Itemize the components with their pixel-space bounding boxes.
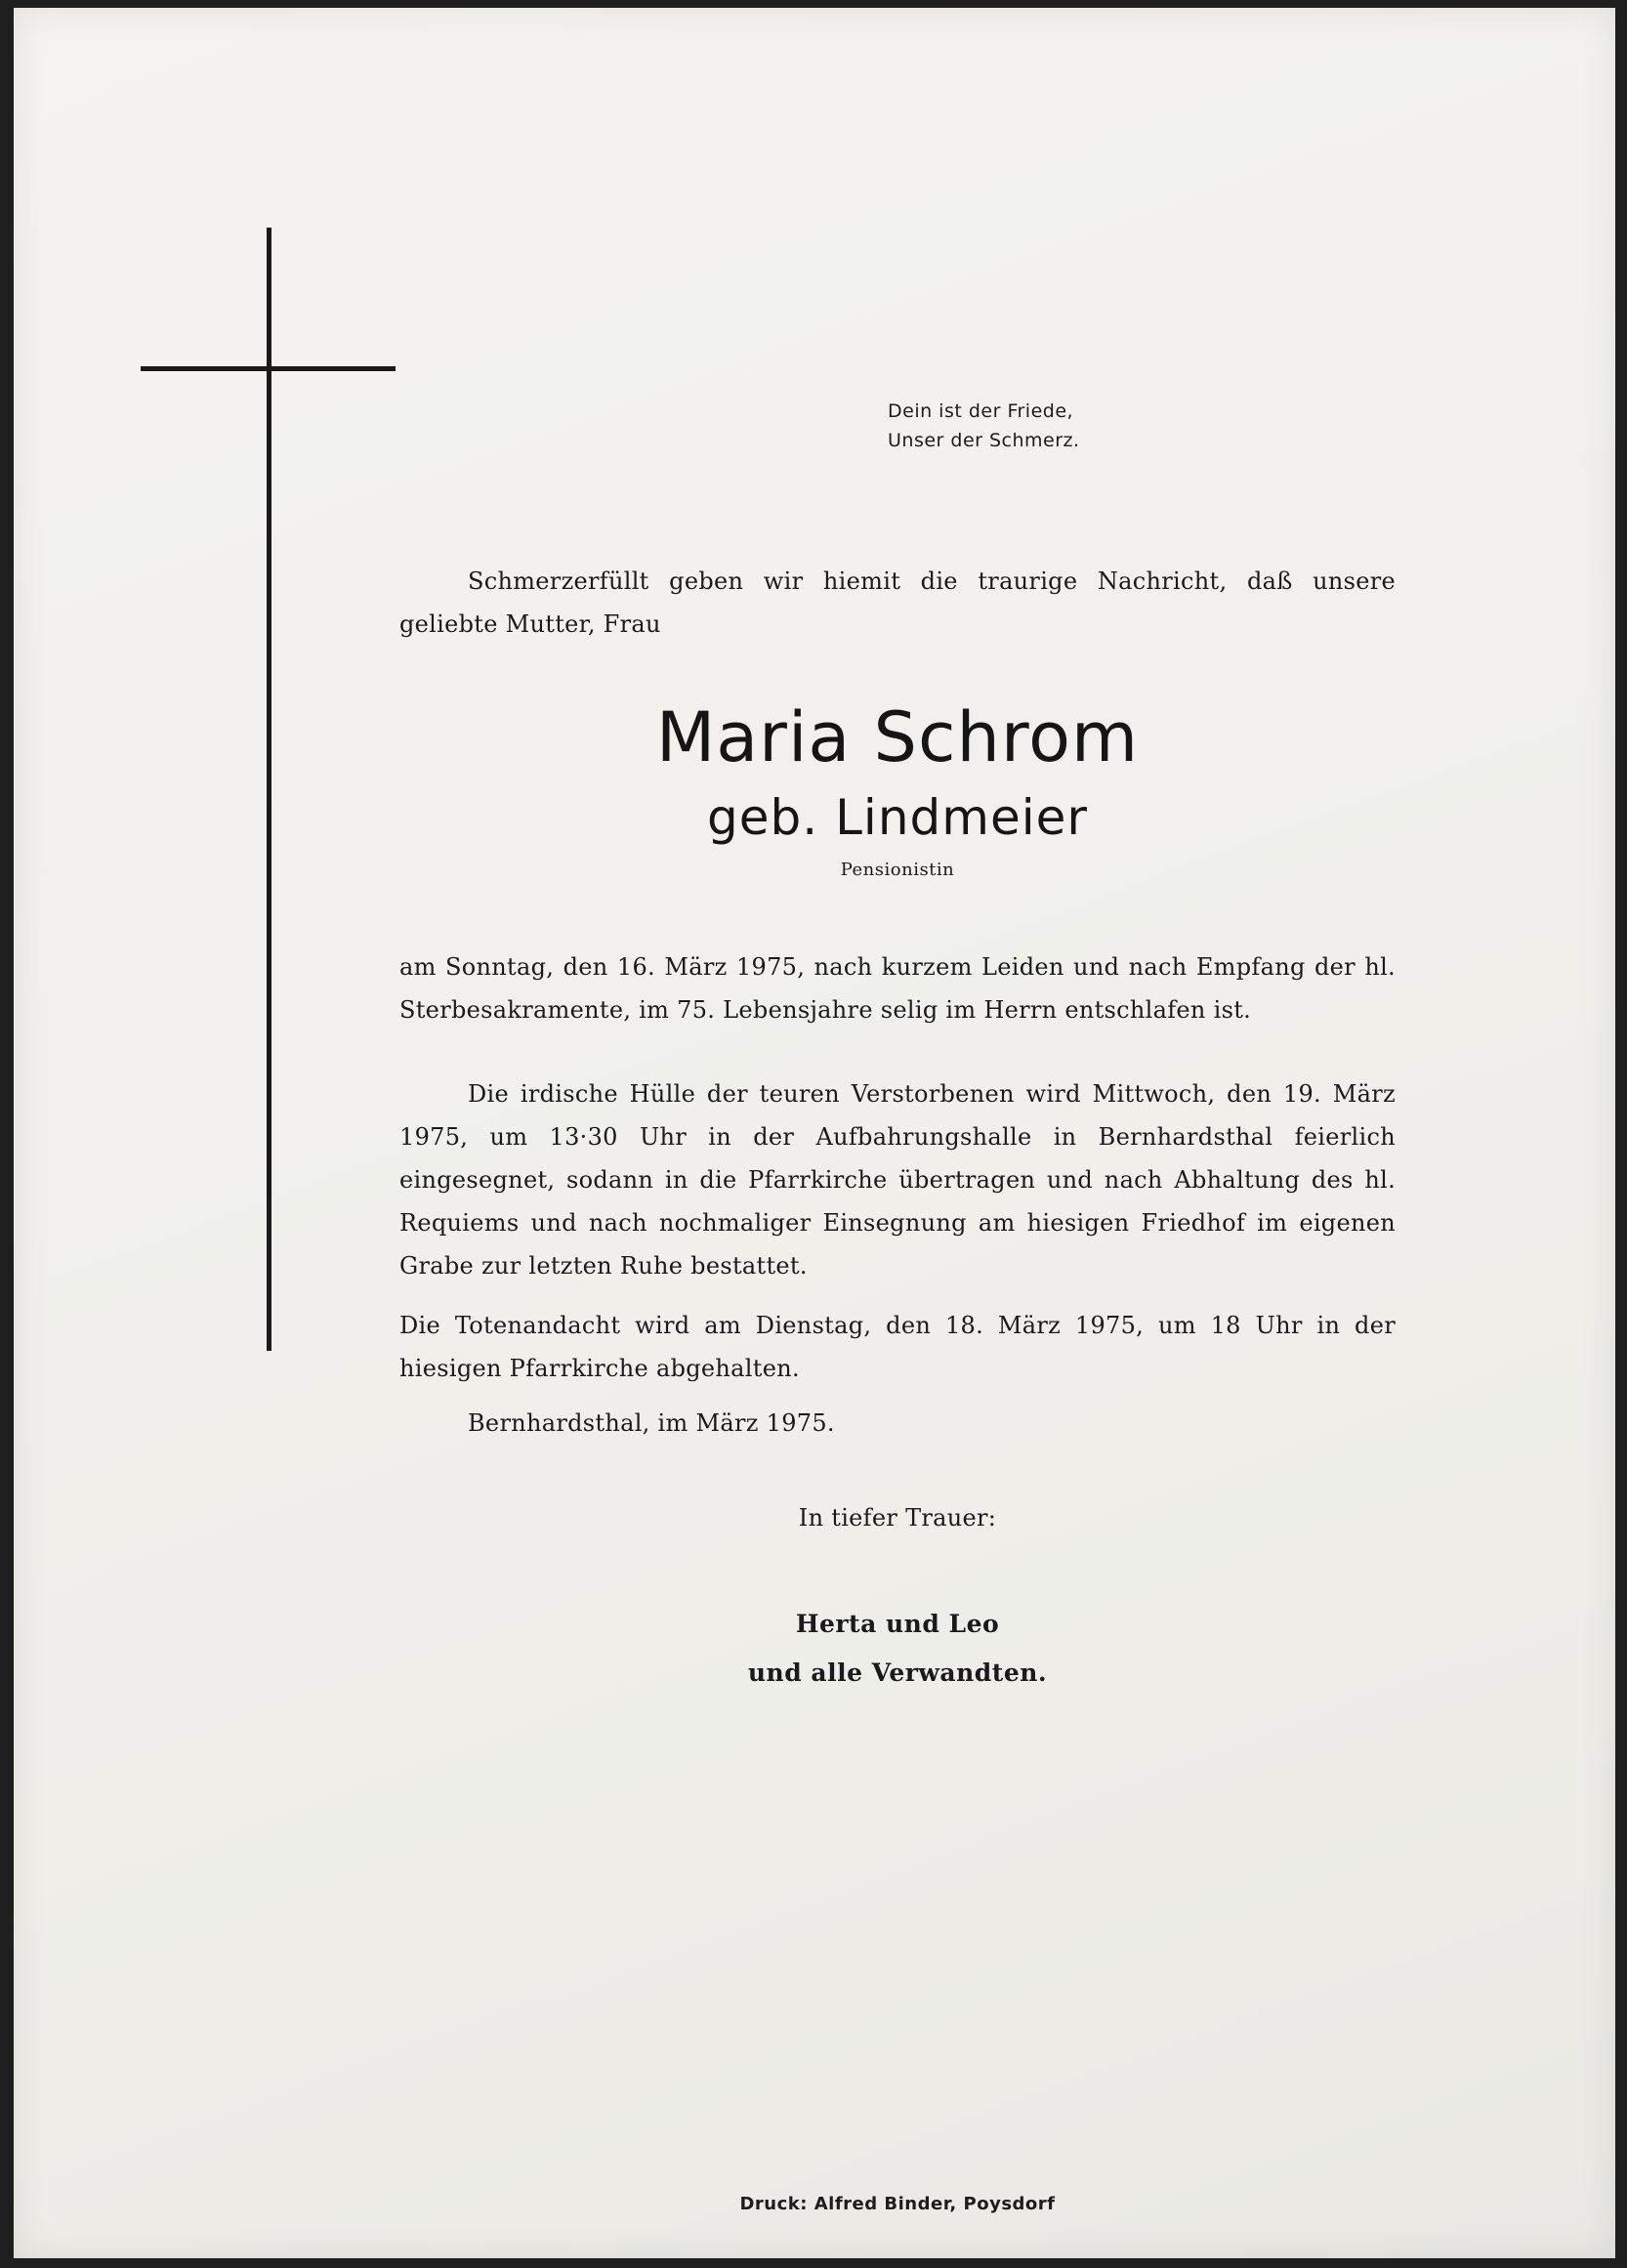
mourners-line-1: Herta und Leo bbox=[795, 1610, 1000, 1638]
motto-line-1: Dein ist der Friede, bbox=[888, 400, 1074, 422]
cross-icon-vertical-bar bbox=[267, 228, 271, 1351]
vigil-paragraph: Die Totenandacht wird am Dienstag, den 18. März 1975, um 18 Uhr in der hiesigen Pfarrkirche abgehalten. bbox=[399, 1312, 1396, 1382]
motto bbox=[888, 397, 1080, 455]
intro-text: Schmerzerfüllt geben wir hiemit die traurige Nachricht, daß unsere geliebte Mutter, Frau bbox=[399, 567, 1396, 638]
cross-icon-horizontal-bar bbox=[141, 366, 396, 371]
place-date: Bernhardsthal, im März 1975. bbox=[468, 1409, 835, 1437]
deceased-occupation: Pensionistin bbox=[840, 860, 955, 880]
obituary-sheet bbox=[14, 8, 1615, 2258]
motto-line-2: Unser der Schmerz. bbox=[888, 430, 1080, 451]
death-paragraph: am Sonntag, den 16. März 1975, nach kurzem Leiden und nach Empfang der hl. Sterbesakramente, im 75. Lebensjahre selig im Herrn entschlafen ist. bbox=[399, 953, 1396, 1024]
printer-credit: Druck: Alfred Binder, Poysdorf bbox=[739, 2194, 1056, 2214]
deceased-name: Maria Schrom bbox=[655, 697, 1140, 777]
mourners-line-2: und alle Verwandten. bbox=[747, 1659, 1048, 1687]
deceased-birth-name: geb. Lindmeier bbox=[707, 789, 1088, 846]
funeral-paragraph: Die irdische Hülle der teuren Verstorbenen wird Mittwoch, den 19. März 1975, um 13·30 Uhr in der Aufbahrungshalle in Bernhardsthal feierlich eingesegnet, sodann in die Pfarrkirche übertragen und nach Abhaltung des hl. Requiems und nach nochmaliger Einsegnung am hiesigen Friedhof im eigenen Grabe zur letzten Ruhe bestattet. bbox=[399, 1080, 1396, 1280]
mourning-line: In tiefer Trauer: bbox=[798, 1504, 997, 1532]
mourners bbox=[399, 1600, 1396, 1698]
